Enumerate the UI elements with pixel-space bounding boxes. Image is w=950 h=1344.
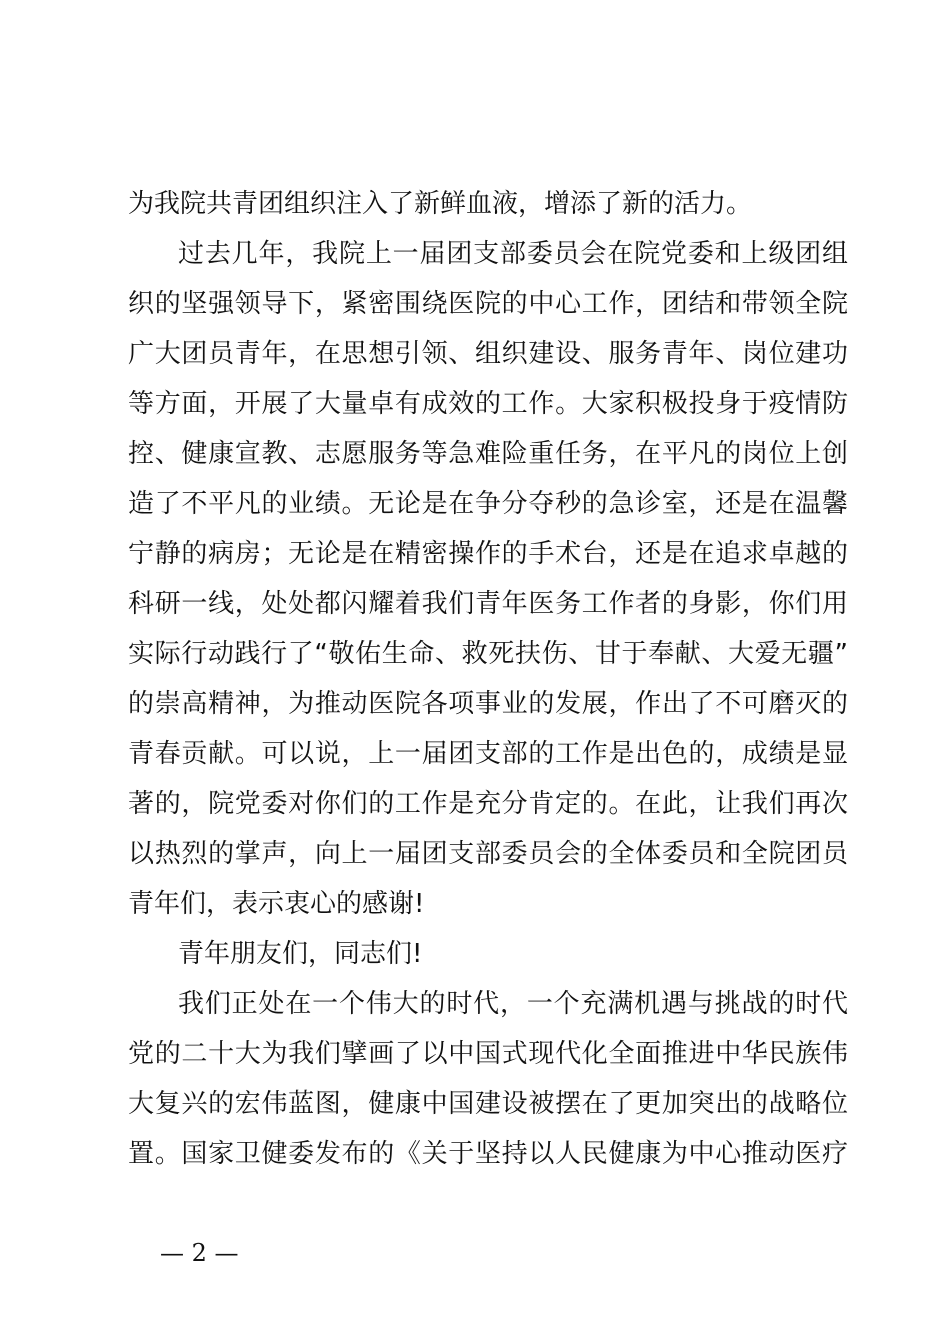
body-text-line: 置。国家卫健委发布的《关于坚持以人民健康为中心推动医疗 xyxy=(128,1139,848,1169)
page-number: — 2 — xyxy=(160,1239,239,1267)
body-text-line: 造了不平凡的业绩。无论是在争分夺秒的急诊室，还是在温馨 xyxy=(128,489,848,519)
body-text-line: 实际行动践行了“敬佑生命、救死扶伤、甘于奉献、大爱无疆” xyxy=(128,639,848,669)
body-text-line: 宁静的病房；无论是在精密操作的手术台，还是在追求卓越的 xyxy=(128,539,848,569)
body-text-line: 党的二十大为我们擘画了以中国式现代化全面推进中华民族伟 xyxy=(128,1039,848,1069)
body-text-line: 的崇高精神，为推动医院各项事业的发展，作出了不可磨灭的 xyxy=(128,689,848,719)
body-text-line: 为我院共青团组织注入了新鲜血液，增添了新的活力。 xyxy=(128,189,753,219)
body-text-line: 科研一线，处处都闪耀着我们青年医务工作者的身影，你们用 xyxy=(128,589,848,619)
body-text-line: 青春贡献。可以说，上一届团支部的工作是出色的，成绩是显 xyxy=(128,739,848,769)
body-text-line: 织的坚强领导下，紧密围绕医院的中心工作，团结和带领全院 xyxy=(128,289,848,319)
body-text-line: 等方面，开展了大量卓有成效的工作。大家积极投身于疫情防 xyxy=(128,389,848,419)
body-text-line: 广大团员青年，在思想引领、组织建设、服务青年、岗位建功 xyxy=(128,339,848,369)
body-text-line: 大复兴的宏伟蓝图，健康中国建设被摆在了更加突出的战略位 xyxy=(128,1089,848,1119)
body-text-line: 著的，院党委对你们的工作是充分肯定的。在此，让我们再次 xyxy=(128,789,848,819)
body-text-line: 青年朋友们，同志们! xyxy=(178,939,423,969)
body-text-line: 过去几年，我院上一届团支部委员会在院党委和上级团组 xyxy=(178,239,848,269)
body-text-line: 青年们，表示衷心的感谢! xyxy=(128,889,425,919)
body-text-line: 控、健康宣教、志愿服务等急难险重任务，在平凡的岗位上创 xyxy=(128,439,848,469)
body-text-line: 以热烈的掌声，向上一届团支部委员会的全体委员和全院团员 xyxy=(128,839,848,869)
body-text-line: 我们正处在一个伟大的时代，一个充满机遇与挑战的时代 xyxy=(178,989,848,1019)
